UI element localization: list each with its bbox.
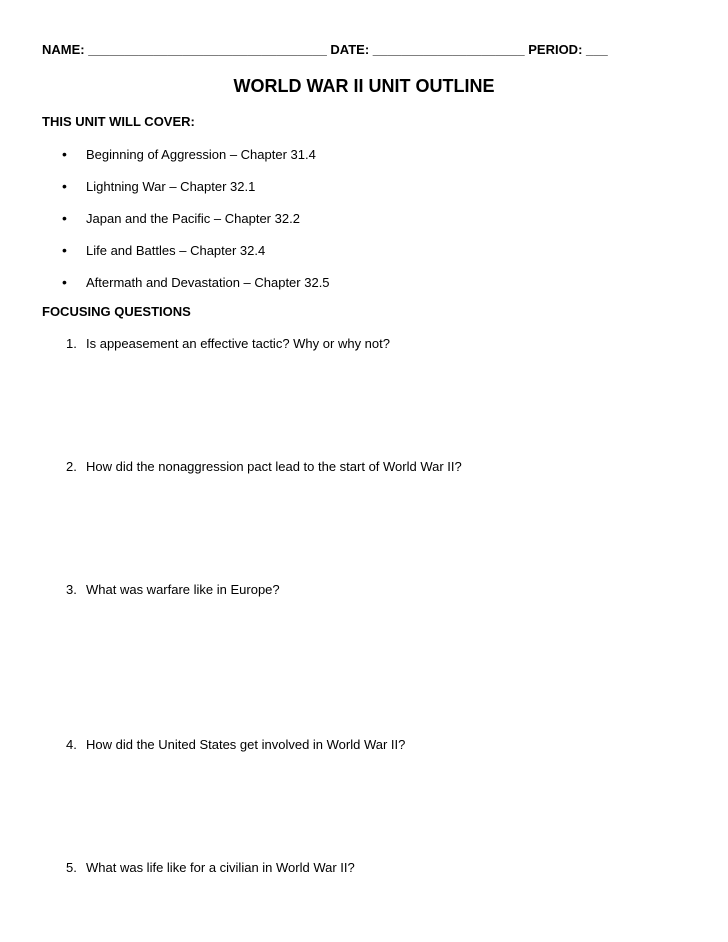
list-item-text: Aftermath and Devastation – Chapter 32.5 [86,275,330,290]
question-text: What was life like for a civilian in World War II? [86,860,355,875]
question-item [66,336,390,351]
list-item [62,178,255,194]
list-item-text: Lightning War – Chapter 32.1 [86,179,256,194]
list-item [62,274,330,290]
list-item-text: Beginning of Aggression – Chapter 31.4 [86,147,316,162]
question-item [66,459,462,474]
list-item-text: Life and Battles – Chapter 32.4 [86,243,266,258]
question-number: 5. [66,860,77,875]
question-number: 1. [66,336,77,351]
list-item [62,210,300,226]
question-text: How did the United States get involved in World War II? [86,737,406,752]
bullet-icon: • [62,210,67,226]
question-item [66,737,405,752]
question-text: What was warfare like in Europe? [86,582,280,597]
bullet-icon: • [62,178,67,194]
name-date-period-line: NAME: _________________________________ DATE: _____________________ PERIOD: ___ [42,42,608,57]
question-text: Is appeasement an effective tactic? Why or why not? [86,336,390,351]
bullet-icon: • [62,274,67,290]
question-text: How did the nonaggression pact lead to the start of World War II? [86,459,462,474]
bullet-icon: • [62,242,67,258]
question-number: 4. [66,737,77,752]
question-number: 2. [66,459,77,474]
focusing-questions-heading: FOCUSING QUESTIONS [42,304,191,319]
bullet-icon: • [62,146,67,162]
list-item-text: Japan and the Pacific – Chapter 32.2 [86,211,300,226]
unit-cover-heading: THIS UNIT WILL COVER: [42,114,195,129]
list-item [62,146,316,162]
question-number: 3. [66,582,77,597]
question-item [66,582,280,597]
list-item [62,242,265,258]
question-item [66,860,355,875]
page-title: WORLD WAR II UNIT OUTLINE [233,76,495,96]
